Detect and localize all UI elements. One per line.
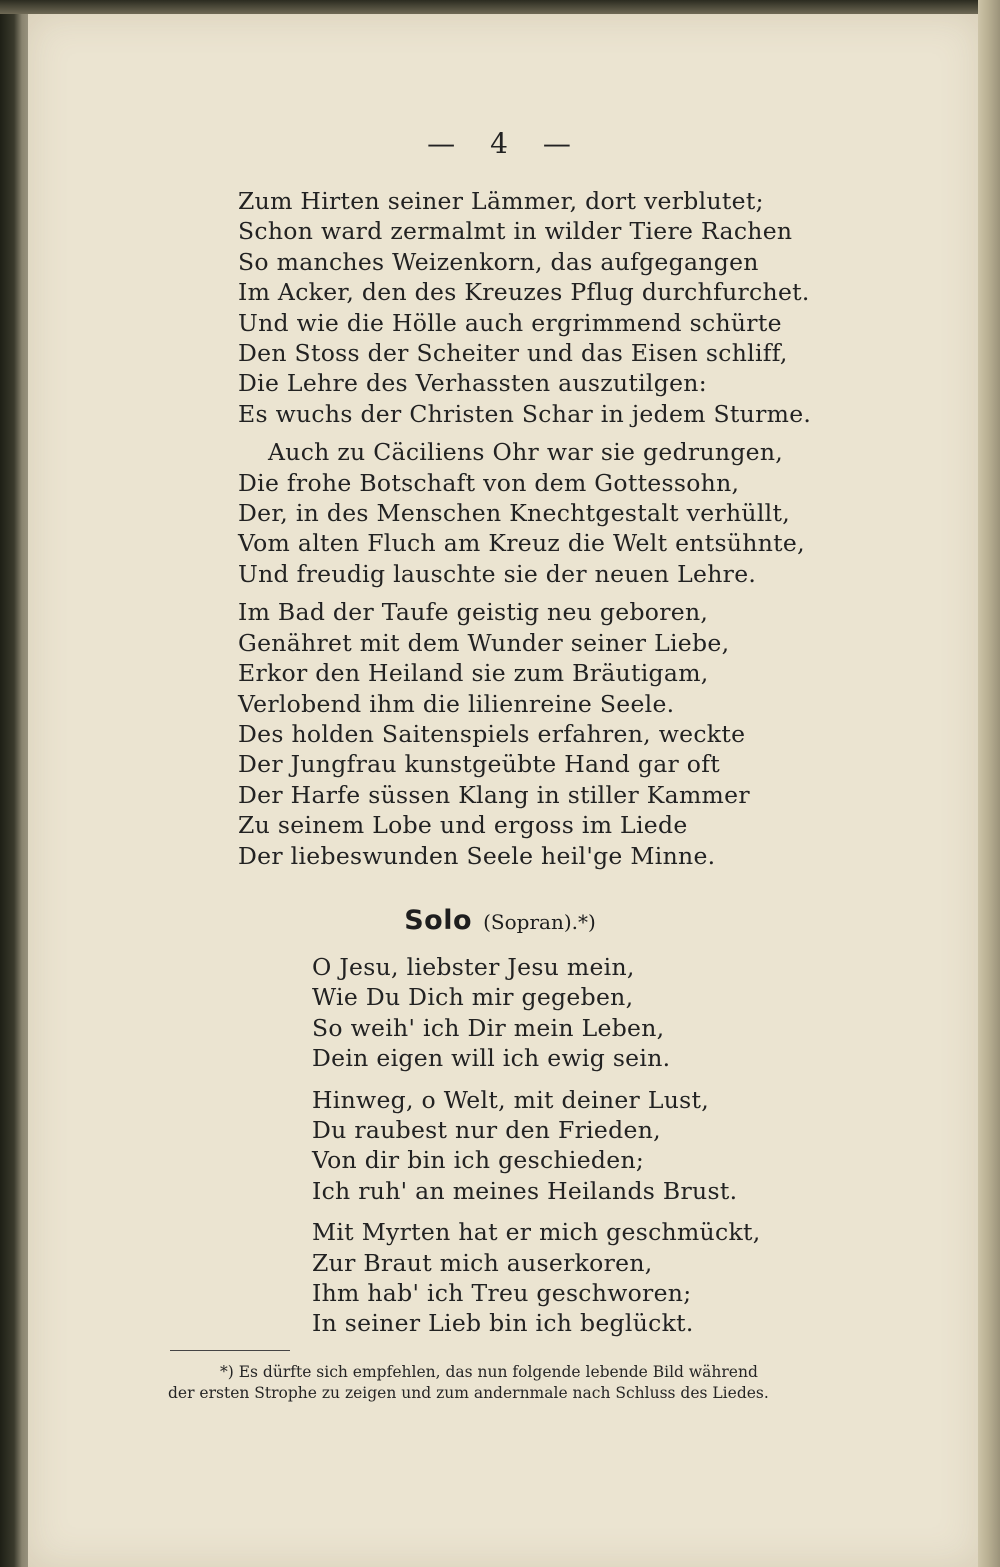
- text-line: Im Acker, den des Kreuzes Pflug durchfurchet.: [238, 278, 810, 307]
- footnote-divider: [170, 1350, 290, 1351]
- text-line: Verlobend ihm die lilienreine Seele.: [238, 689, 675, 718]
- verse-line: Du raubest nur den Frieden,: [312, 1116, 661, 1145]
- text-line: Der liebeswunden Seele heil'ge Minne.: [238, 841, 716, 870]
- solo-voice: (Sopran).*): [483, 910, 596, 934]
- text-line: Im Bad der Taufe geistig neu geboren,: [238, 598, 709, 627]
- solo-stanza: [312, 1085, 952, 1207]
- text-line: Der, in des Menschen Knechtgestalt verhüllt,: [238, 499, 790, 528]
- right-page-edge: [978, 0, 1000, 1567]
- verse-line: Hinweg, o Welt, mit deiner Lust,: [312, 1085, 710, 1114]
- text-line: So manches Weizenkorn, das aufgegangen: [238, 247, 759, 276]
- footnote-line: der ersten Strophe zu zeigen und zum andernmale nach Schluss des Liedes.: [168, 1384, 769, 1402]
- text-line: Zu seinem Lobe und ergoss im Liede: [238, 811, 688, 840]
- solo-verses: [312, 952, 952, 1350]
- text-line: Die Lehre des Verhassten auszutilgen:: [238, 369, 707, 398]
- narration-stanza: [238, 437, 958, 589]
- top-binding-edge: [0, 0, 1000, 14]
- text-line: Des holden Saitenspiels erfahren, weckte: [238, 719, 746, 748]
- text-line: Die frohe Botschaft von dem Gottessohn,: [238, 468, 740, 497]
- text-line: Genähret mit dem Wunder seiner Liebe,: [238, 628, 730, 657]
- page-number-value: 4: [490, 127, 510, 160]
- verse-line: O Jesu, liebster Jesu mein,: [312, 953, 635, 981]
- verse-line: Zur Braut mich auserkoren,: [312, 1248, 653, 1277]
- text-line: Vom alten Fluch am Kreuz die Welt entsühnte,: [238, 529, 805, 558]
- narration-text: [238, 186, 958, 879]
- verse-line: Von dir bin ich geschieden;: [312, 1146, 645, 1175]
- verse-line: Ich ruh' an meines Heilands Brust.: [312, 1176, 738, 1205]
- verse-line: Mit Myrten hat er mich geschmückt,: [312, 1218, 761, 1247]
- footnote: [168, 1362, 928, 1404]
- page-number: [0, 126, 1000, 162]
- text-line: Und wie die Hölle auch ergrimmend schürte: [238, 308, 782, 337]
- footnote-line: *) Es dürfte sich empfehlen, das nun folgende lebende Bild während: [220, 1363, 758, 1381]
- text-line: Zum Hirten seiner Lämmer, dort verblutet;: [238, 187, 764, 215]
- page-number-dash-right: —: [542, 127, 573, 160]
- narration-stanza: [238, 186, 958, 429]
- verse-line: Wie Du Dich mir gegeben,: [312, 983, 634, 1012]
- verse-line: Dein eigen will ich ewig sein.: [312, 1044, 671, 1073]
- solo-heading: [0, 904, 1000, 941]
- verse-line: Ihm hab' ich Treu geschworen;: [312, 1279, 692, 1308]
- text-line: Und freudig lauschte sie der neuen Lehre.: [238, 559, 757, 588]
- text-line: Es wuchs der Christen Schar in jedem Sturme.: [238, 399, 812, 428]
- text-line: Der Harfe süssen Klang in stiller Kammer: [238, 780, 750, 809]
- solo-title: Solo: [404, 905, 473, 936]
- text-line: Erkor den Heiland sie zum Bräutigam,: [238, 659, 709, 688]
- text-line: Auch zu Cäciliens Ohr war sie gedrungen,: [268, 438, 784, 467]
- solo-stanza: [312, 1217, 952, 1339]
- narration-stanza: [238, 597, 958, 871]
- text-line: Der Jungfrau kunstgeübte Hand gar oft: [238, 750, 720, 779]
- text-line: Schon ward zermalmt in wilder Tiere Rachen: [238, 217, 793, 246]
- verse-line: In seiner Lieb bin ich beglückt.: [312, 1309, 694, 1338]
- verse-line: So weih' ich Dir mein Leben,: [312, 1013, 665, 1042]
- page-number-dash-left: —: [427, 127, 458, 160]
- solo-stanza: [312, 952, 952, 1074]
- text-line: Den Stoss der Scheiter und das Eisen schliff,: [238, 339, 788, 368]
